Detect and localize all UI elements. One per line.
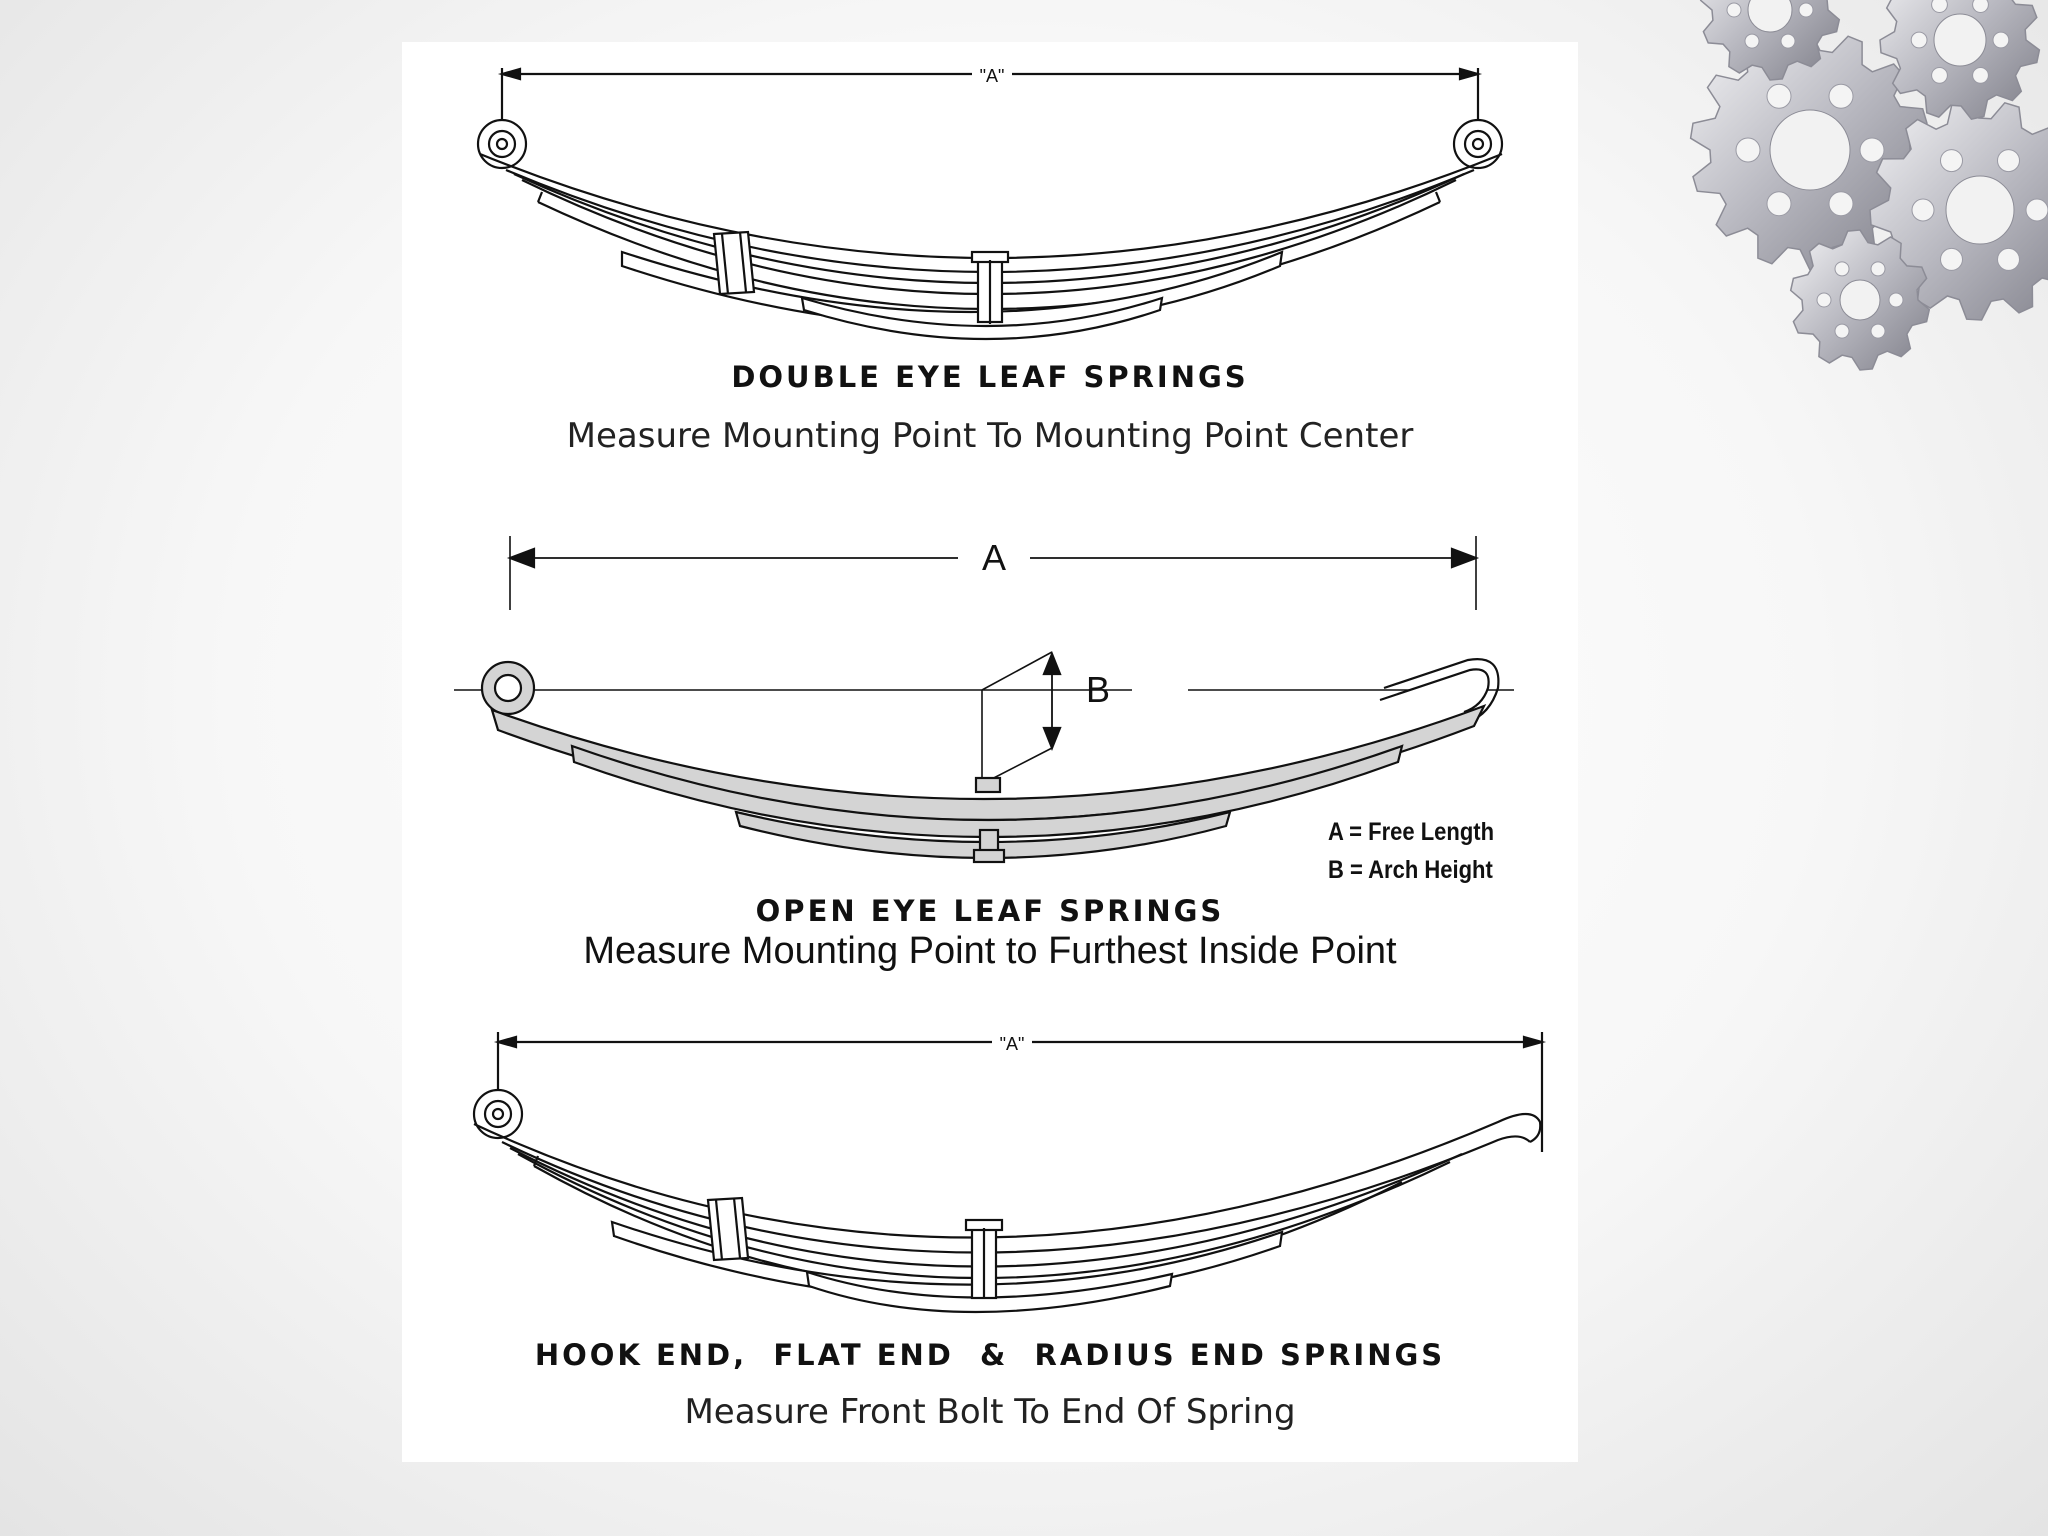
- gear-hole-icon: [1799, 3, 1813, 17]
- gear-hole-icon: [1840, 280, 1880, 320]
- gear-hole-icon: [1770, 110, 1850, 190]
- legend-arch-height: B = Arch Height: [1328, 856, 1493, 884]
- gear-hole-icon: [1998, 150, 2020, 172]
- dimension-label-a-top: "A": [979, 66, 1005, 86]
- gear-hole-icon: [1941, 248, 1963, 270]
- gear-hole-icon: [1860, 138, 1884, 162]
- double-eye-spring-drawing: [478, 68, 1502, 339]
- hook-end-caption: Measure Front Bolt To End Of Spring: [684, 1392, 1296, 1432]
- gear-hole-icon: [1835, 262, 1849, 276]
- gears-decoration-icon: [1660, 0, 2048, 400]
- gear-hole-icon: [1781, 34, 1795, 48]
- gear-hole-icon: [1973, 0, 1989, 13]
- gear-hole-icon: [1932, 0, 1948, 13]
- gear-hole-icon: [2026, 199, 2048, 221]
- arch-height-label-b: B: [1085, 669, 1111, 710]
- open-eye-caption: Measure Mounting Point to Furthest Inside Point: [583, 930, 1397, 972]
- double-eye-caption: Measure Mounting Point To Mounting Point Center: [566, 416, 1414, 456]
- gear-hole-icon: [1993, 32, 2009, 48]
- gear-hole-icon: [1736, 138, 1760, 162]
- gear-hole-icon: [1829, 84, 1853, 108]
- gear-hole-icon: [1941, 150, 1963, 172]
- gear-hole-icon: [1767, 192, 1791, 216]
- hook-end-spring-drawing: [474, 1032, 1542, 1312]
- gear-hole-icon: [1835, 324, 1849, 338]
- dimension-label-a-bottom: "A": [999, 1034, 1025, 1054]
- hook-end-heading: HOOK END, FLAT END & RADIUS END SPRINGS: [534, 1338, 1446, 1372]
- gear-hole-icon: [1911, 32, 1927, 48]
- open-eye-heading: OPEN EYE LEAF SPRINGS: [755, 894, 1225, 928]
- gear-hole-icon: [1829, 192, 1853, 216]
- gear-hole-icon: [1946, 176, 2014, 244]
- gear-hole-icon: [1998, 248, 2020, 270]
- open-eye-spring-drawing: [454, 536, 1514, 862]
- gear-hole-icon: [1767, 84, 1791, 108]
- legend-free-length: A = Free Length: [1328, 818, 1495, 846]
- diagram-panel: [402, 42, 1578, 1462]
- gear-hole-icon: [1745, 34, 1759, 48]
- gear-hole-icon: [1932, 68, 1948, 84]
- leaf-spring-diagram: [402, 42, 1578, 1462]
- gear-hole-icon: [1934, 14, 1986, 66]
- dimension-label-a-open-eye: A: [981, 537, 1007, 578]
- double-eye-heading: DOUBLE EYE LEAF SPRINGS: [731, 360, 1249, 394]
- gear-hole-icon: [1912, 199, 1934, 221]
- gear-hole-icon: [1727, 3, 1741, 17]
- gear-hole-icon: [1871, 262, 1885, 276]
- gear-hole-icon: [1889, 293, 1903, 307]
- gear-hole-icon: [1817, 293, 1831, 307]
- gear-hole-icon: [1871, 324, 1885, 338]
- gear-hole-icon: [1973, 68, 1989, 84]
